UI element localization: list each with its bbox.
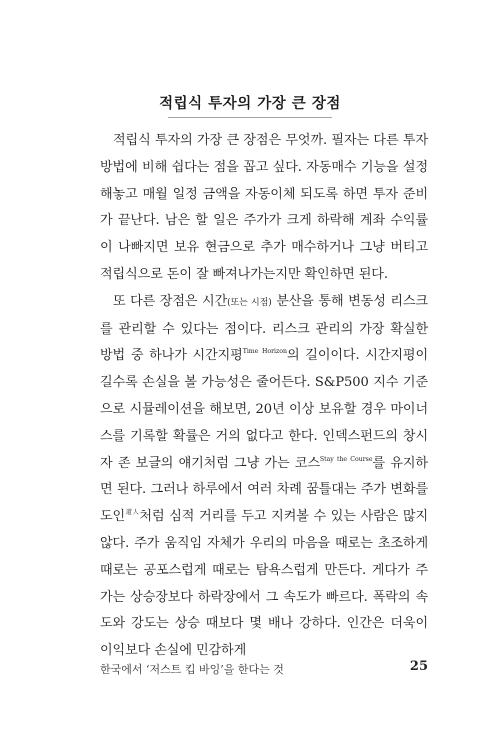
paragraph-1: 적립식 투자의 가장 큰 장점은 무엇까. 필자는 다른 투자 방법에 비해 쉽다는 점을 꼽고 싶다. 자동매수 기능을 설정해놓고 매월 일정 금액을 자동이체 되도록 하면 투자 준비가 끝난다. 남은 할 일은 주가가 크게 하락해 계좌 수익률이 나빠지면 보유 현금으로 추가 매수하거나 그냥 버티고 적립식으로 돈이 잘 빠져나가는지만 확인하면 된다.	[100, 133, 428, 282]
paragraph-2-part-3: 의 길이이다. 시간지평이 길수록 손실을 볼 가능성은 줄어든다. S&P500 지수 기준으로 시뮬레이션을 해보면, 20년 이상 보유할 경우 마이너스를 기록할 확률은 거의 없다고 한다. 인덱스펀드의 창시자 존 보글의 얘기처럼 그냥 가는 코스	[100, 348, 429, 471]
paragraph-2-part-1: 또 다른 장점은 시간	[113, 293, 228, 309]
section-title: 적립식 투자의 가장 큰 장점	[159, 95, 341, 112]
paragraph-2-part-5: 처럼 심적 거리를 두고 지켜볼 수 있는 사람은 많지 않다. 주가 움직임 자체가 우리의 마음을 때로는 초조하게 때로는 공포스럽게 때로는 탐욕스럽게 만든다. 게다가 주가는 상승장보다 하락장에서 그 속도가 빠르다. 폭락의 속도와 강도는 상승 때보다 몇 배나 강하다. 인간은 더욱이 이익보다 손실에 민감하게	[100, 509, 428, 659]
paragraph-2	[100, 289, 428, 665]
parenthetical-note: (또는 시점)	[227, 297, 272, 308]
running-footer-title: 한국에서 ‘저스트 킵 바잉’을 한다는 것	[100, 663, 284, 676]
body-text	[100, 128, 428, 665]
title-underline	[168, 117, 332, 118]
superscript-time-horizon: Time Horizon	[242, 348, 287, 356]
superscript-stay-the-course: Stay the Course	[319, 455, 373, 463]
paragraph-2-part-4: 를 유지하면 된다. 그러나 하루에서 여러 차례 꿈틀대는 주가 변화를 도인	[100, 455, 428, 525]
page-number: 25	[409, 659, 428, 674]
paragraph-2-part-2: 분산을 통해 변동성 리스크를 관리할 수 있다는 점이다. 리스크 관리의 가장 확실한 방법 중 하나가 시간지평	[100, 293, 428, 364]
superscript-dao-ren: 道人	[125, 509, 140, 517]
